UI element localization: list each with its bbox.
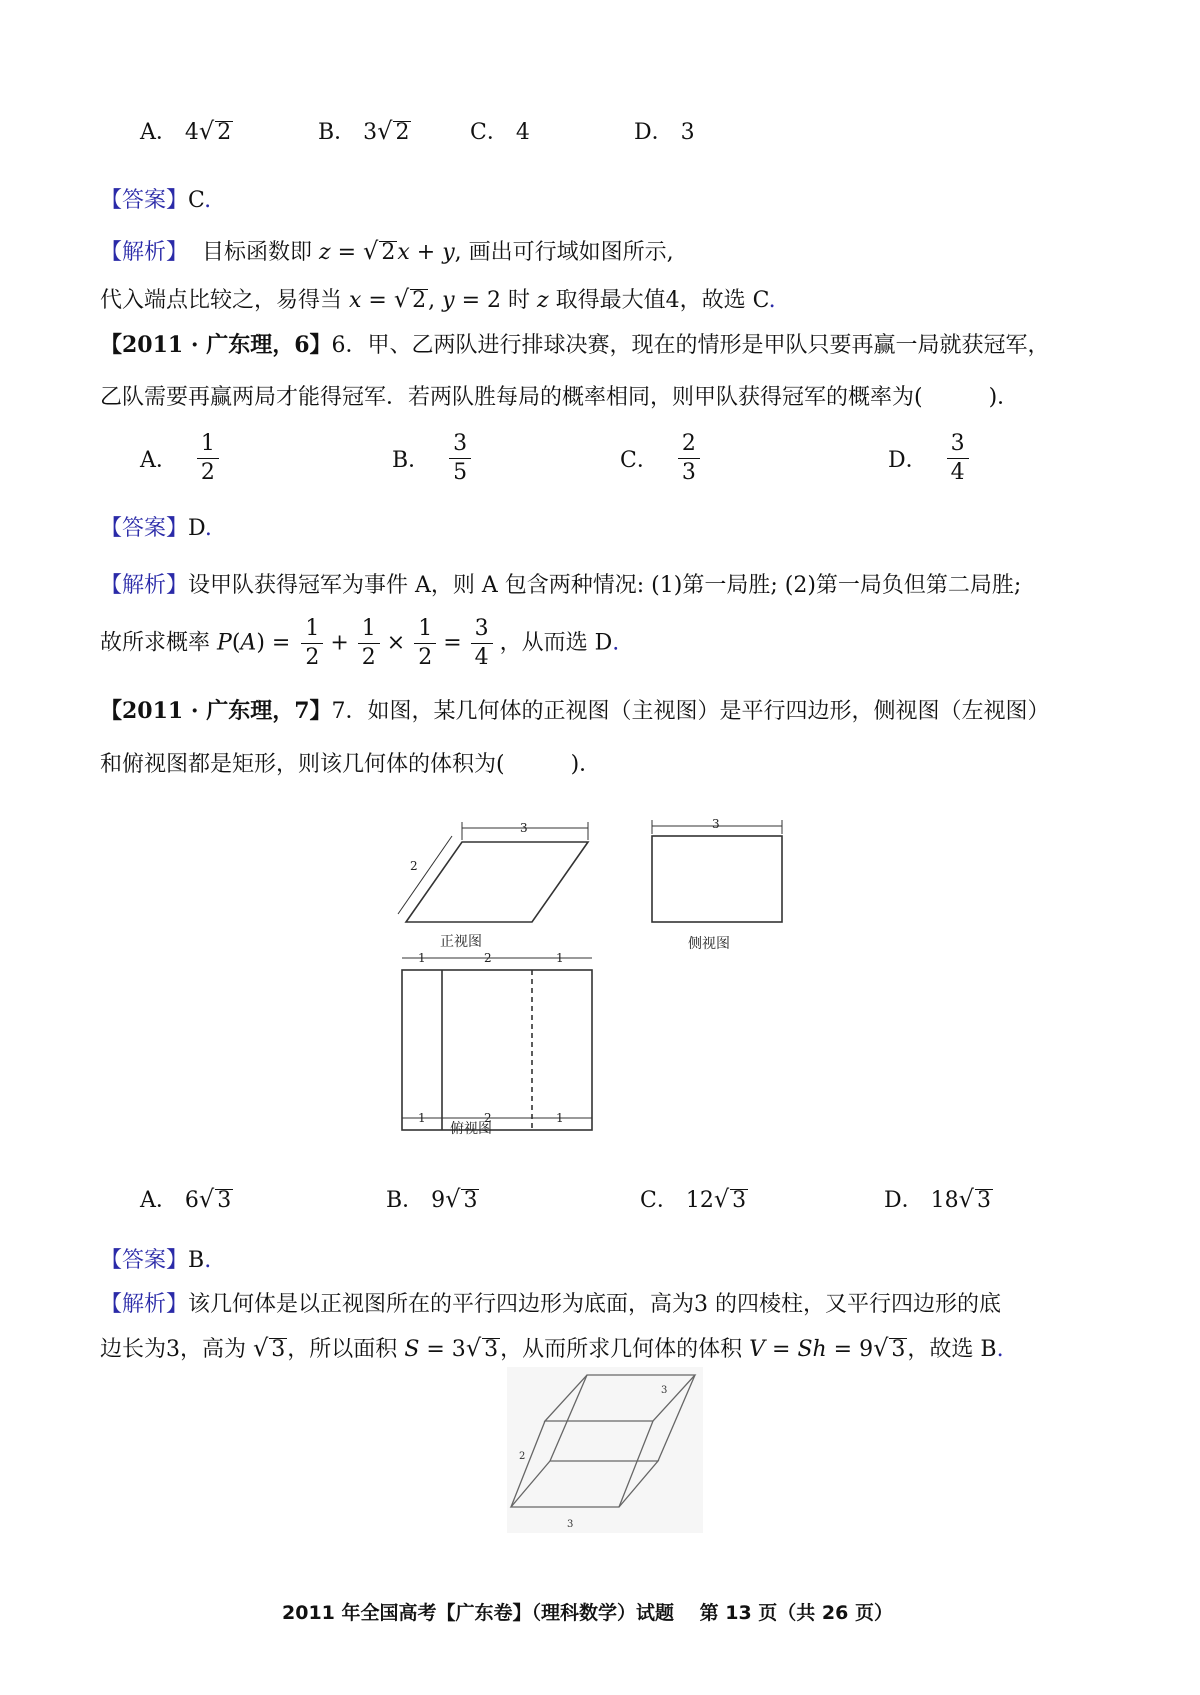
analysis-text: 该几何体是以正视图所在的平行四边形为底面，高为3 的四棱柱，又平行四边形的底 [188, 1292, 1002, 1317]
q7-option-d: D． 18√ 3 [884, 1185, 991, 1213]
question-text: 和俯视图都是矩形，则该几何体的体积为( )． [100, 752, 602, 777]
top-dim-2-bottom: 2 [484, 1111, 492, 1125]
option-letter: C． [640, 1188, 679, 1213]
front-dim-2: 2 [410, 859, 418, 873]
front-dim-3: 3 [520, 821, 528, 835]
analysis-text: ，所以面积 [287, 1337, 398, 1362]
option-letter: D． [884, 1188, 924, 1213]
option-letter: D． [634, 120, 674, 145]
option-letter: B． [386, 1188, 425, 1213]
option-letter: B． [392, 448, 431, 473]
option-fraction: $\frac{1}{2}$ [197, 430, 219, 487]
option-letter: B． [318, 120, 357, 145]
top-view-rectangle [402, 970, 592, 1130]
option-fraction: $\frac{3}{4}$ [947, 430, 969, 487]
side-view-label: 侧视图 [688, 936, 730, 952]
option-letter: C． [620, 448, 659, 473]
option-letter: A． [140, 120, 178, 145]
analysis-text: 取得最大值4，故选 C [555, 288, 769, 313]
answer-value: D [188, 516, 205, 541]
option-coef: 9 [431, 1188, 446, 1213]
q6-option-a [140, 430, 219, 487]
q7-answer: 【答案】B. [100, 1248, 212, 1273]
prism-dim-3-bottom: 3 [567, 1519, 574, 1530]
q7-stem-line1 [100, 696, 1050, 727]
prism-dim-2: 2 [519, 1451, 526, 1462]
q7-option-b: B． 9√ 3 [386, 1185, 478, 1213]
analysis-text: ，从而所求几何体的体积 [500, 1337, 743, 1362]
q7-option-c: C． 12√ 3 [640, 1185, 747, 1213]
answer-value: B [188, 1248, 205, 1273]
side-dim-3: 3 [712, 817, 720, 831]
question-text: 7．如图，某几何体的正视图（主视图）是平行四边形，侧视图（左视图） [331, 699, 1050, 724]
side-view-rectangle [652, 836, 782, 922]
option-value: 4 [515, 120, 530, 145]
analysis-text: 时 [508, 288, 531, 313]
option-fraction: $\frac{3}{5}$ [449, 430, 471, 487]
option-letter: A． [140, 1188, 178, 1213]
q5-option-c [470, 115, 530, 146]
q6-analysis-line2: 故所求概率 P(A) = $\frac{1}{2}$ + $\frac{1}{2}$ × $\frac{1}{2}$ = $\frac{3}{4}$ ，从而选 D. [100, 616, 620, 670]
top-dim-1-left-bottom: 1 [418, 1111, 426, 1125]
q6-option-d [888, 430, 969, 487]
top-dim-1-right: 1 [556, 951, 564, 965]
analysis-text: 边长为3，高为 [100, 1337, 246, 1362]
top-dim-1-right-bottom: 1 [556, 1111, 564, 1125]
analysis-text: ，故选 B [907, 1337, 997, 1362]
answer-value: C [188, 188, 205, 213]
option-letter: A． [140, 448, 178, 473]
q5-analysis-line2: 代入端点比较之，易得当 x = √ 2, y = 2 时 z 取得最大值4，故选 C. [100, 285, 776, 313]
question-source: 【2011 · 广东理，6】 [100, 332, 332, 358]
option-value: 3 [680, 120, 695, 145]
q5-option-b: B． 3√ 2 [318, 117, 410, 145]
analysis-text: , 画出可行域如图所示, [454, 240, 674, 265]
option-coef: 3 [363, 120, 378, 145]
q5-answer: 【答案】C. [100, 188, 212, 213]
answer-tag: 【答案】 [100, 188, 189, 213]
page-footer: 2011 年全国高考【广东卷】（理科数学）试题 第 13 页（共 26 页） [282, 1602, 893, 1624]
q7-analysis-line2: 边长为3，高为 √ 3，所以面积 S = 3√ 3，从而所求几何体的体积 V = Sh = 9√ 3，故选 B. [100, 1334, 1004, 1362]
q7-option-a: A． 6√ 3 [140, 1185, 232, 1213]
analysis-tag: 【解析】 [100, 1292, 189, 1317]
top-view-label: 俯视图 [450, 1121, 492, 1137]
option-radicand: 2 [217, 120, 232, 145]
q6-option-c [620, 430, 700, 487]
answer-tag: 【答案】 [100, 1248, 189, 1273]
prism-dim-3-top: 3 [661, 1385, 668, 1396]
q6-stem-line1 [100, 330, 1050, 361]
q6-answer: 【答案】D. [100, 516, 212, 541]
top-dim-2: 2 [484, 951, 492, 965]
option-coef: 4 [184, 120, 199, 145]
three-view-figure [380, 810, 820, 1140]
q5-option-d [634, 115, 695, 146]
answer-tag: 【答案】 [100, 516, 189, 541]
q7-stem-line2 [100, 750, 601, 780]
q6-stem-line2 [100, 383, 1019, 413]
option-radicand: 3 [976, 1188, 991, 1213]
analysis-text: 代入端点比较之，易得当 [100, 288, 343, 313]
option-letter: C． [470, 120, 509, 145]
analysis-text: 目标函数即 [202, 240, 313, 265]
option-radicand: 2 [395, 120, 410, 145]
option-coef: 18 [930, 1188, 959, 1213]
q6-option-b [392, 430, 471, 487]
top-dim-1-left: 1 [418, 951, 426, 965]
option-letter: D． [888, 448, 928, 473]
option-radicand: 3 [732, 1188, 747, 1213]
q5-analysis-line1: 【解析】 目标函数即 z = √ 2x + y, 画出可行域如图所示, [100, 237, 674, 265]
option-radicand: 3 [463, 1188, 478, 1213]
option-radicand: 3 [217, 1188, 232, 1213]
analysis-text: ，从而选 D [499, 630, 613, 656]
option-coef: 6 [184, 1188, 199, 1213]
analysis-text: 设甲队获得冠军为事件 A，则 A 包含两种情况: (1)第一局胜; (2)第一局负但第二局胜; [188, 573, 1022, 598]
analysis-tag: 【解析】 [100, 240, 189, 265]
front-view-label: 正视图 [440, 934, 482, 950]
q7-analysis-line1 [100, 1290, 1001, 1320]
analysis-tag: 【解析】 [100, 573, 189, 598]
question-source: 【2011 · 广东理，7】 [100, 698, 332, 724]
question-text: 乙队需要再赢两局才能得冠军．若两队胜每局的概率相同，则甲队获得冠军的概率为( )． [100, 385, 1020, 410]
q5-option-a: A． 4√ 2 [140, 117, 232, 145]
question-text: 6．甲、乙两队进行排球决赛，现在的情形是甲队只要再赢一局就获冠军， [331, 333, 1050, 358]
analysis-text: 故所求概率 [100, 630, 211, 656]
option-coef: 12 [685, 1188, 714, 1213]
q6-analysis-line1 [100, 571, 1021, 601]
prism-figure [505, 1365, 705, 1535]
front-view-parallelogram [406, 842, 588, 922]
option-fraction: $\frac{2}{3}$ [678, 430, 700, 487]
